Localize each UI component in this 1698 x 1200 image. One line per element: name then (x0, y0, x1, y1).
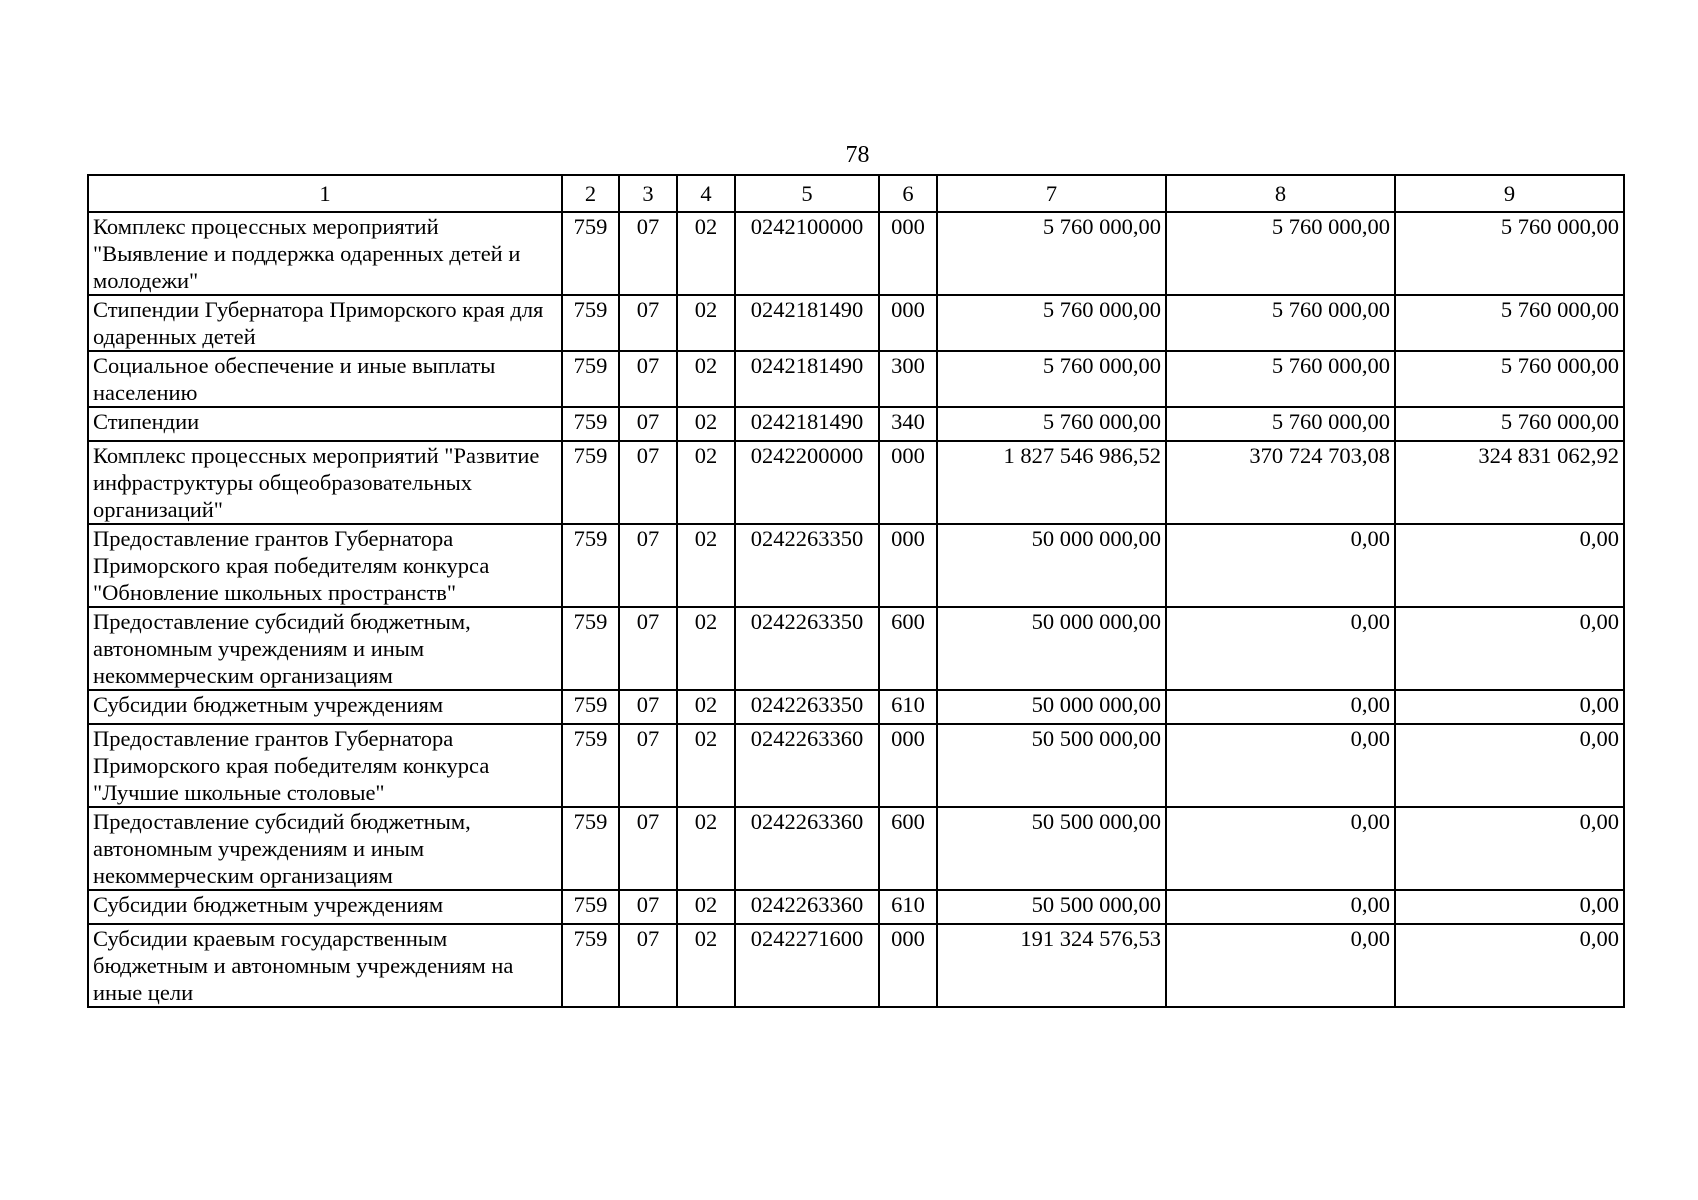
amount-col7: 50 500 000,00 (937, 807, 1166, 890)
row-name: Комплекс процессных мероприятий "Выявление и поддержка одаренных детей и молодежи" (88, 212, 562, 295)
code-expense-type: 000 (879, 524, 937, 607)
amount-col9: 0,00 (1395, 924, 1624, 1007)
amount-col7: 50 000 000,00 (937, 607, 1166, 690)
amount-col7: 50 500 000,00 (937, 890, 1166, 924)
amount-col9: 0,00 (1395, 607, 1624, 690)
amount-col9: 0,00 (1395, 807, 1624, 890)
code-expense-type: 300 (879, 351, 937, 407)
code-subsection: 02 (677, 724, 735, 807)
code-ministry: 759 (562, 924, 619, 1007)
code-expense-type: 000 (879, 441, 937, 524)
row-name: Предоставление грантов Губернатора Приморского края победителям конкурса "Обновление школьных пространств" (88, 524, 562, 607)
code-expense-type: 000 (879, 212, 937, 295)
table-row (88, 524, 1624, 607)
code-subsection: 02 (677, 924, 735, 1007)
row-name: Социальное обеспечение и иные выплаты населению (88, 351, 562, 407)
code-section: 07 (619, 690, 677, 724)
code-ministry: 759 (562, 524, 619, 607)
code-expense-type: 600 (879, 607, 937, 690)
row-name: Предоставление субсидий бюджетным, автономным учреждениям и иным некоммерческим организациям (88, 607, 562, 690)
code-expense-type: 000 (879, 924, 937, 1007)
code-ministry: 759 (562, 890, 619, 924)
table-row (88, 607, 1624, 690)
code-subsection: 02 (677, 212, 735, 295)
code-target-article: 0242181490 (735, 407, 879, 441)
column-header: 7 (937, 175, 1166, 212)
row-name: Стипендии (88, 407, 562, 441)
code-target-article: 0242263350 (735, 690, 879, 724)
table-row (88, 690, 1624, 724)
code-subsection: 02 (677, 607, 735, 690)
table-row (88, 351, 1624, 407)
code-subsection: 02 (677, 807, 735, 890)
code-target-article: 0242263360 (735, 890, 879, 924)
code-ministry: 759 (562, 295, 619, 351)
code-target-article: 0242263360 (735, 724, 879, 807)
code-subsection: 02 (677, 351, 735, 407)
amount-col9: 0,00 (1395, 524, 1624, 607)
table-row (88, 807, 1624, 890)
code-section: 07 (619, 724, 677, 807)
code-target-article: 0242200000 (735, 441, 879, 524)
code-section: 07 (619, 924, 677, 1007)
row-name: Субсидии бюджетным учреждениям (88, 690, 562, 724)
row-name: Предоставление грантов Губернатора Приморского края победителям конкурса "Лучшие школьные столовые" (88, 724, 562, 807)
amount-col8: 5 760 000,00 (1166, 212, 1395, 295)
amount-col8: 5 760 000,00 (1166, 295, 1395, 351)
amount-col8: 5 760 000,00 (1166, 351, 1395, 407)
code-expense-type: 600 (879, 807, 937, 890)
amount-col7: 5 760 000,00 (937, 407, 1166, 441)
amount-col8: 0,00 (1166, 607, 1395, 690)
amount-col7: 191 324 576,53 (937, 924, 1166, 1007)
table-row (88, 924, 1624, 1007)
amount-col7: 5 760 000,00 (937, 351, 1166, 407)
row-name: Стипендии Губернатора Приморского края для одаренных детей (88, 295, 562, 351)
table-row (88, 441, 1624, 524)
amount-col8: 0,00 (1166, 524, 1395, 607)
column-header: 6 (879, 175, 937, 212)
code-ministry: 759 (562, 212, 619, 295)
row-name: Предоставление субсидий бюджетным, автономным учреждениям и иным некоммерческим организациям (88, 807, 562, 890)
code-section: 07 (619, 607, 677, 690)
code-target-article: 0242263360 (735, 807, 879, 890)
code-target-article: 0242181490 (735, 295, 879, 351)
code-target-article: 0242263350 (735, 524, 879, 607)
amount-col7: 50 000 000,00 (937, 524, 1166, 607)
page-number: 78 (845, 142, 870, 168)
code-subsection: 02 (677, 690, 735, 724)
code-expense-type: 000 (879, 295, 937, 351)
amount-col9: 5 760 000,00 (1395, 407, 1624, 441)
amount-col9: 324 831 062,92 (1395, 441, 1624, 524)
code-ministry: 759 (562, 807, 619, 890)
amount-col7: 5 760 000,00 (937, 295, 1166, 351)
column-header: 3 (619, 175, 677, 212)
code-section: 07 (619, 807, 677, 890)
code-section: 07 (619, 890, 677, 924)
code-target-article: 0242181490 (735, 351, 879, 407)
code-subsection: 02 (677, 524, 735, 607)
code-section: 07 (619, 524, 677, 607)
table-row (88, 724, 1624, 807)
code-section: 07 (619, 351, 677, 407)
code-target-article: 0242271600 (735, 924, 879, 1007)
row-name: Комплекс процессных мероприятий "Развитие инфраструктуры общеобразовательных организаций" (88, 441, 562, 524)
column-header: 1 (88, 175, 562, 212)
amount-col7: 50 500 000,00 (937, 724, 1166, 807)
amount-col8: 0,00 (1166, 690, 1395, 724)
column-header: 2 (562, 175, 619, 212)
code-expense-type: 000 (879, 724, 937, 807)
table-row (88, 407, 1624, 441)
amount-col9: 5 760 000,00 (1395, 295, 1624, 351)
code-subsection: 02 (677, 890, 735, 924)
budget-table (87, 174, 1625, 1008)
table-body (88, 212, 1624, 1007)
row-name: Субсидии краевым государственным бюджетным и автономным учреждениям на иные цели (88, 924, 562, 1007)
code-section: 07 (619, 212, 677, 295)
column-header: 4 (677, 175, 735, 212)
code-ministry: 759 (562, 690, 619, 724)
code-section: 07 (619, 441, 677, 524)
header-row (88, 175, 1624, 212)
code-section: 07 (619, 295, 677, 351)
code-subsection: 02 (677, 295, 735, 351)
amount-col9: 0,00 (1395, 890, 1624, 924)
table-row (88, 890, 1624, 924)
table-row (88, 212, 1624, 295)
code-ministry: 759 (562, 441, 619, 524)
code-expense-type: 340 (879, 407, 937, 441)
code-subsection: 02 (677, 407, 735, 441)
amount-col7: 50 000 000,00 (937, 690, 1166, 724)
column-header: 9 (1395, 175, 1624, 212)
amount-col7: 1 827 546 986,52 (937, 441, 1166, 524)
code-subsection: 02 (677, 441, 735, 524)
amount-col8: 0,00 (1166, 890, 1395, 924)
code-expense-type: 610 (879, 890, 937, 924)
table-row (88, 295, 1624, 351)
amount-col8: 0,00 (1166, 924, 1395, 1007)
code-ministry: 759 (562, 607, 619, 690)
code-ministry: 759 (562, 724, 619, 807)
table-header (88, 175, 1624, 212)
code-section: 07 (619, 407, 677, 441)
code-expense-type: 610 (879, 690, 937, 724)
amount-col8: 5 760 000,00 (1166, 407, 1395, 441)
row-name: Субсидии бюджетным учреждениям (88, 890, 562, 924)
amount-col9: 5 760 000,00 (1395, 351, 1624, 407)
amount-col8: 370 724 703,08 (1166, 441, 1395, 524)
column-header: 5 (735, 175, 879, 212)
code-target-article: 0242263350 (735, 607, 879, 690)
amount-col9: 0,00 (1395, 724, 1624, 807)
amount-col9: 0,00 (1395, 690, 1624, 724)
column-header: 8 (1166, 175, 1395, 212)
code-ministry: 759 (562, 407, 619, 441)
amount-col8: 0,00 (1166, 807, 1395, 890)
code-target-article: 0242100000 (735, 212, 879, 295)
amount-col9: 5 760 000,00 (1395, 212, 1624, 295)
amount-col7: 5 760 000,00 (937, 212, 1166, 295)
amount-col8: 0,00 (1166, 724, 1395, 807)
code-ministry: 759 (562, 351, 619, 407)
